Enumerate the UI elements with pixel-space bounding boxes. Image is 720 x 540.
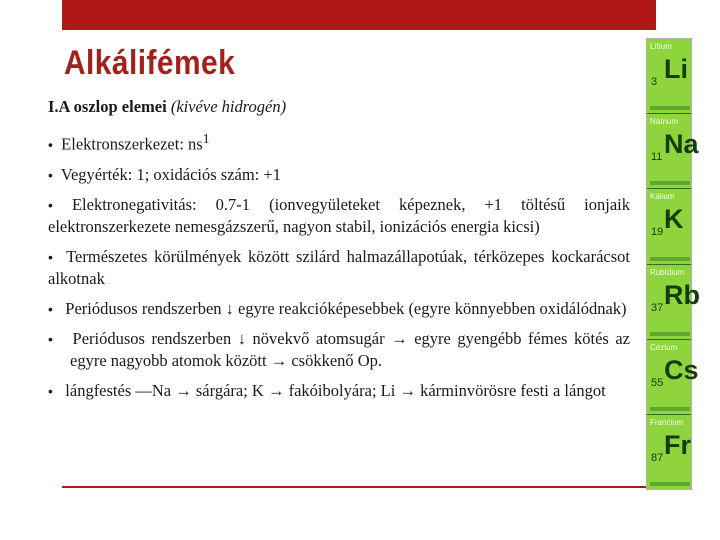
element-symbol: Rb: [664, 279, 700, 310]
bullet-icon: •: [48, 330, 53, 347]
bullet-icon: •: [48, 196, 53, 213]
header-bar: [62, 0, 656, 30]
bullet-point: [48, 128, 630, 156]
element-name: Francium: [650, 417, 684, 427]
element-name: Lítium: [650, 42, 672, 51]
point-text: Természetes körülmények között szilárd halmazállapotúak, térközepes kockarácsot alkotnak: [48, 246, 630, 288]
bullet-icon: •: [48, 166, 53, 183]
atomic-number: 19: [651, 226, 664, 239]
atomic-number: 37: [651, 301, 664, 314]
element-name: Rubídium: [650, 267, 685, 277]
bullet-icon: •: [48, 382, 53, 399]
bullet-point: [48, 246, 630, 290]
element-name: Kálium: [650, 192, 675, 202]
point-text: lángfestés —Na → sárgára; K → fakóibolyára; Li → kárminvörösre festi a lángot: [65, 380, 606, 400]
atomic-number: 3: [651, 76, 658, 88]
element-tile-potassium: [647, 189, 691, 264]
mass-line-decoration: [650, 482, 690, 486]
bullet-point: [48, 328, 630, 372]
bullet-icon: •: [48, 300, 53, 317]
point-text: Elektronegativitás: 0.7-1 (ionvegyületeket képeznek, +1 töltésű ionjaik elektronszerkezete nemesgázszerű, nagyon stabil, ionizációs energia kicsi): [48, 194, 631, 236]
atomic-number: 87: [651, 451, 664, 464]
element-symbol: Na: [664, 129, 699, 160]
intro-italic: (kivéve hidrogén): [170, 97, 287, 116]
mass-line-decoration: [650, 407, 690, 411]
element-symbol: Fr: [664, 429, 691, 460]
atomic-number: 11: [651, 151, 663, 164]
mass-line-decoration: [650, 332, 690, 336]
bullet-point: [48, 380, 630, 402]
intro-line: [48, 96, 630, 118]
element-symbol: Li: [664, 54, 688, 84]
point-text: Elektronszerkezet: ns: [61, 134, 203, 154]
bullet-icon: •: [48, 248, 53, 265]
point-text: Periódusos rendszerben ↓ egyre reakcióképesebbek (egyre könnyebben oxidálódnak): [65, 298, 627, 318]
bullet-point: [48, 194, 630, 238]
element-tile-rubidium: [647, 265, 700, 340]
bottom-rule: [62, 486, 656, 488]
element-tile-sodium: [647, 114, 699, 189]
element-symbol: Cs: [664, 354, 699, 385]
content-area: [48, 96, 630, 410]
mass-line-decoration: [650, 181, 690, 185]
mass-line-decoration: [650, 257, 690, 261]
slide-title: Alkálifémek: [64, 44, 236, 82]
point-text: Periódusos rendszerben ↓ növekvő atomsugár → egyre gyengébb fémes kötés az egyre nagyobb atomok között → csökkenő Op.: [70, 328, 631, 370]
bullet-point: [48, 298, 630, 320]
element-name: Cézium: [650, 342, 678, 352]
mass-line-decoration: [650, 106, 690, 110]
bullet-point: [48, 164, 630, 186]
element-symbol: K: [664, 204, 684, 235]
element-tile-lithium: [647, 39, 691, 114]
superscript: 1: [202, 131, 210, 146]
atomic-number: 55: [651, 376, 664, 389]
element-tile-cesium: [647, 340, 699, 415]
bullet-icon: •: [48, 136, 53, 153]
element-tile-francium: [647, 415, 691, 489]
periodic-table-strip: [646, 38, 700, 490]
intro-bold: I.A oszlop elemei: [48, 97, 167, 116]
element-name: Nátrium: [650, 117, 679, 127]
point-text: Vegyérték: 1; oxidációs szám: +1: [60, 164, 281, 184]
